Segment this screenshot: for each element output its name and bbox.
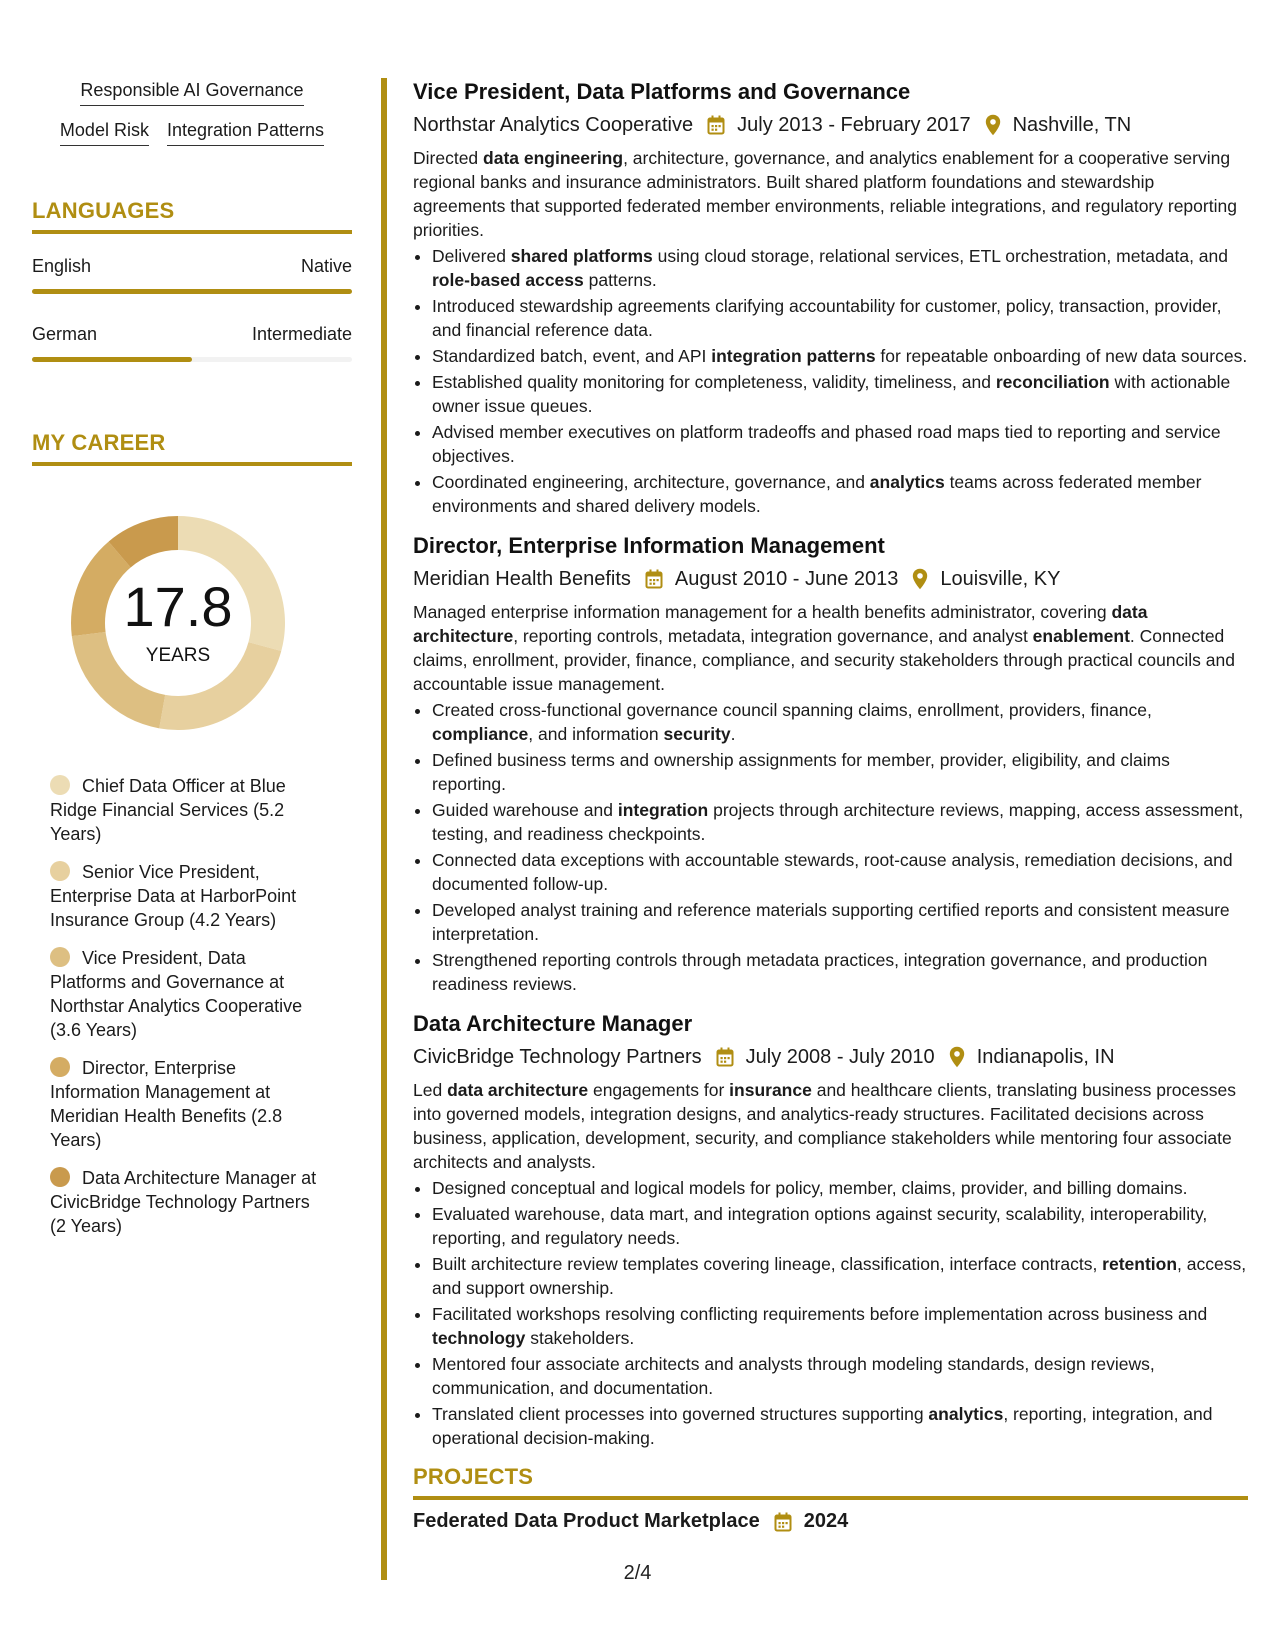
language-row <box>32 256 352 277</box>
career-legend-item <box>50 1166 320 1238</box>
career-total-unit: YEARS <box>145 645 211 666</box>
experience-section <box>413 78 1248 1533</box>
language-proficiency-bar <box>32 289 352 294</box>
career-legend-item <box>50 1056 320 1152</box>
legend-dot <box>50 775 70 795</box>
skill-tag: Model Risk <box>60 120 149 146</box>
job-bullet: • Guided warehouse and integration projects through architecture reviews, mapping, access assessment, testing, and readiness checkpoints. <box>432 798 1248 846</box>
job-bullet: • Introduced stewardship agreements clarifying accountability for customer, policy, transaction, provider, and financial reference data. <box>432 294 1248 342</box>
job-bullets <box>413 1176 1248 1450</box>
job-bullet: • Mentored four associate architects and analysts through modeling standards, design reviews, communication, and documentation. <box>432 1352 1248 1400</box>
language-item <box>32 324 352 362</box>
projects-heading: PROJECTS <box>413 1464 1248 1500</box>
legend-dot <box>50 861 70 881</box>
career-donut-chart <box>63 508 293 738</box>
job-bullet: • Connected data exceptions with accountable stewards, root-cause analysis, remediation decisions, and documented follow-up. <box>432 848 1248 896</box>
career-legend-item <box>50 860 320 932</box>
language-row <box>32 324 352 345</box>
job-bullet: • Established quality monitoring for completeness, validity, timeliness, and reconciliation with actionable owner issue queues. <box>432 370 1248 418</box>
language-proficiency-fill <box>32 289 352 294</box>
calendar-icon <box>645 569 663 589</box>
project-year: 2024 <box>803 1510 849 1532</box>
career-legend-item <box>50 774 320 846</box>
career-legend <box>32 774 320 1238</box>
language-item <box>32 256 352 294</box>
job-bullet: • Created cross-functional governance council spanning claims, enrollment, providers, finance, compliance, and information security. <box>432 698 1248 746</box>
language-level: Native <box>300 256 352 276</box>
job-meta <box>413 112 1248 138</box>
job-dates: July 2013 - February 2017 <box>737 114 971 136</box>
tag-row <box>60 120 324 146</box>
languages-heading: LANGUAGES <box>32 198 352 234</box>
skill-tag: Integration Patterns <box>167 120 324 146</box>
legend-label: Senior Vice President, Enterprise Data at HarborPoint Insurance Group (4.2 Years) <box>50 862 297 930</box>
job-description: Directed data engineering, architecture, governance, and analytics enablement for a cooperative serving regional banks and insurance administrators. Built shared platform foundations and stewardship agreements that supported federated member environments, reliable integrations, and regulatory reporting priorities. <box>413 148 1237 240</box>
career-total-years: 17.8 <box>123 575 233 638</box>
job-title: Director, Enterprise Information Management <box>413 533 885 558</box>
language-name: English <box>32 256 92 276</box>
job-title: Vice President, Data Platforms and Governance <box>413 79 911 104</box>
location-pin-icon <box>949 1046 965 1068</box>
job-bullet: • Advised member executives on platform tradeoffs and phased road maps tied to reporting and service objectives. <box>432 420 1248 468</box>
job-bullet: • Strengthened reporting controls through metadata practices, integration governance, and production readiness reviews. <box>432 948 1248 996</box>
job-bullet: • Evaluated warehouse, data mart, and integration options against security, scalability, interoperability, reporting, and regulatory needs. <box>432 1202 1248 1250</box>
location-pin-icon <box>985 114 1001 136</box>
company-name: Meridian Health Benefits <box>413 568 631 590</box>
language-proficiency-fill <box>32 357 192 362</box>
company-name: Northstar Analytics Cooperative <box>413 114 694 136</box>
page-number: 2/4 <box>623 1562 652 1584</box>
job-location: Indianapolis, IN <box>976 1046 1115 1068</box>
job-bullets <box>413 244 1248 518</box>
calendar-icon <box>716 1047 734 1067</box>
job-bullet: • Defined business terms and ownership assignments for member, provider, eligibility, and claims reporting. <box>432 748 1248 796</box>
vertical-divider <box>381 78 387 1580</box>
job-bullet: • Delivered shared platforms using cloud storage, relational services, ETL orchestration, metadata, and role-based access patterns. <box>432 244 1248 292</box>
company-name: CivicBridge Technology Partners <box>413 1046 702 1068</box>
job-dates: July 2008 - July 2010 <box>745 1046 935 1068</box>
job-description: Managed enterprise information management for a health benefits administrator, covering data architecture, reporting controls, metadata, integration governance, and analyst enablement. Connected claims, enrollment, provider, finance, compliance, and security stakeholders through practical councils and accountable issue management. <box>413 602 1235 694</box>
legend-label: Director, Enterprise Information Management at Meridian Health Benefits (2.8 Years) <box>50 1058 283 1150</box>
job-bullet: • Translated client processes into governed structures supporting analytics, reporting, integration, and operational decision-making. <box>432 1402 1248 1450</box>
legend-dot <box>50 1167 70 1187</box>
donut-center <box>63 508 293 738</box>
job-title: Data Architecture Manager <box>413 1011 693 1036</box>
job-description: Led data architecture engagements for insurance and healthcare clients, translating business processes into governed models, integration designs, and analytics-ready structures. Facilitated decisions across business, application, development, security, and compliance stakeholders while mentoring four associate architects and analysts. <box>413 1080 1236 1172</box>
job-bullet: • Developed analyst training and reference materials supporting certified reports and consistent measure interpretation. <box>432 898 1248 946</box>
languages-list <box>32 256 352 362</box>
skill-tags <box>32 80 352 146</box>
job-bullet: • Facilitated workshops resolving conflicting requirements before implementation across business and technology stakeholders. <box>432 1302 1248 1350</box>
job-entry <box>413 1010 1248 1450</box>
legend-label: Vice President, Data Platforms and Governance at Northstar Analytics Cooperative (3.6 Years) <box>50 948 303 1040</box>
legend-dot <box>50 1057 70 1077</box>
job-location: Louisville, KY <box>940 568 1061 590</box>
job-bullet: • Designed conceptual and logical models for policy, member, claims, provider, and billing domains. <box>432 1176 1248 1200</box>
job-bullet: • Coordinated engineering, architecture, governance, and analytics teams across federated member environments and shared delivery models. <box>432 470 1248 518</box>
job-bullet: • Standardized batch, event, and API integration patterns for repeatable onboarding of new data sources. <box>432 344 1248 368</box>
skill-tag: Responsible AI Governance <box>80 80 303 106</box>
language-level: Intermediate <box>251 324 352 344</box>
legend-label: Data Architecture Manager at CivicBridge Technology Partners (2 Years) <box>50 1168 317 1236</box>
job-bullets <box>413 698 1248 996</box>
job-entry <box>413 532 1248 996</box>
project-item <box>413 1510 1248 1533</box>
sidebar <box>32 80 352 1252</box>
job-location: Nashville, TN <box>1012 114 1132 136</box>
job-dates: August 2010 - June 2013 <box>674 568 899 590</box>
legend-label: Chief Data Officer at Blue Ridge Financial Services (5.2 Years) <box>50 776 286 844</box>
location-pin-icon <box>912 568 928 590</box>
tag-row <box>80 80 303 106</box>
job-bullet: • Built architecture review templates covering lineage, classification, interface contracts, retention, access, and support ownership. <box>432 1252 1248 1300</box>
calendar-icon <box>707 115 725 135</box>
legend-dot <box>50 947 70 967</box>
career-heading: MY CAREER <box>32 430 352 466</box>
career-legend-item <box>50 946 320 1042</box>
language-name: German <box>32 324 98 344</box>
job-meta <box>413 566 1248 592</box>
job-entry <box>413 78 1248 518</box>
job-meta <box>413 1044 1248 1070</box>
calendar-icon <box>774 1512 792 1532</box>
language-proficiency-bar <box>32 357 352 362</box>
project-name: Federated Data Product Marketplace <box>413 1510 760 1532</box>
